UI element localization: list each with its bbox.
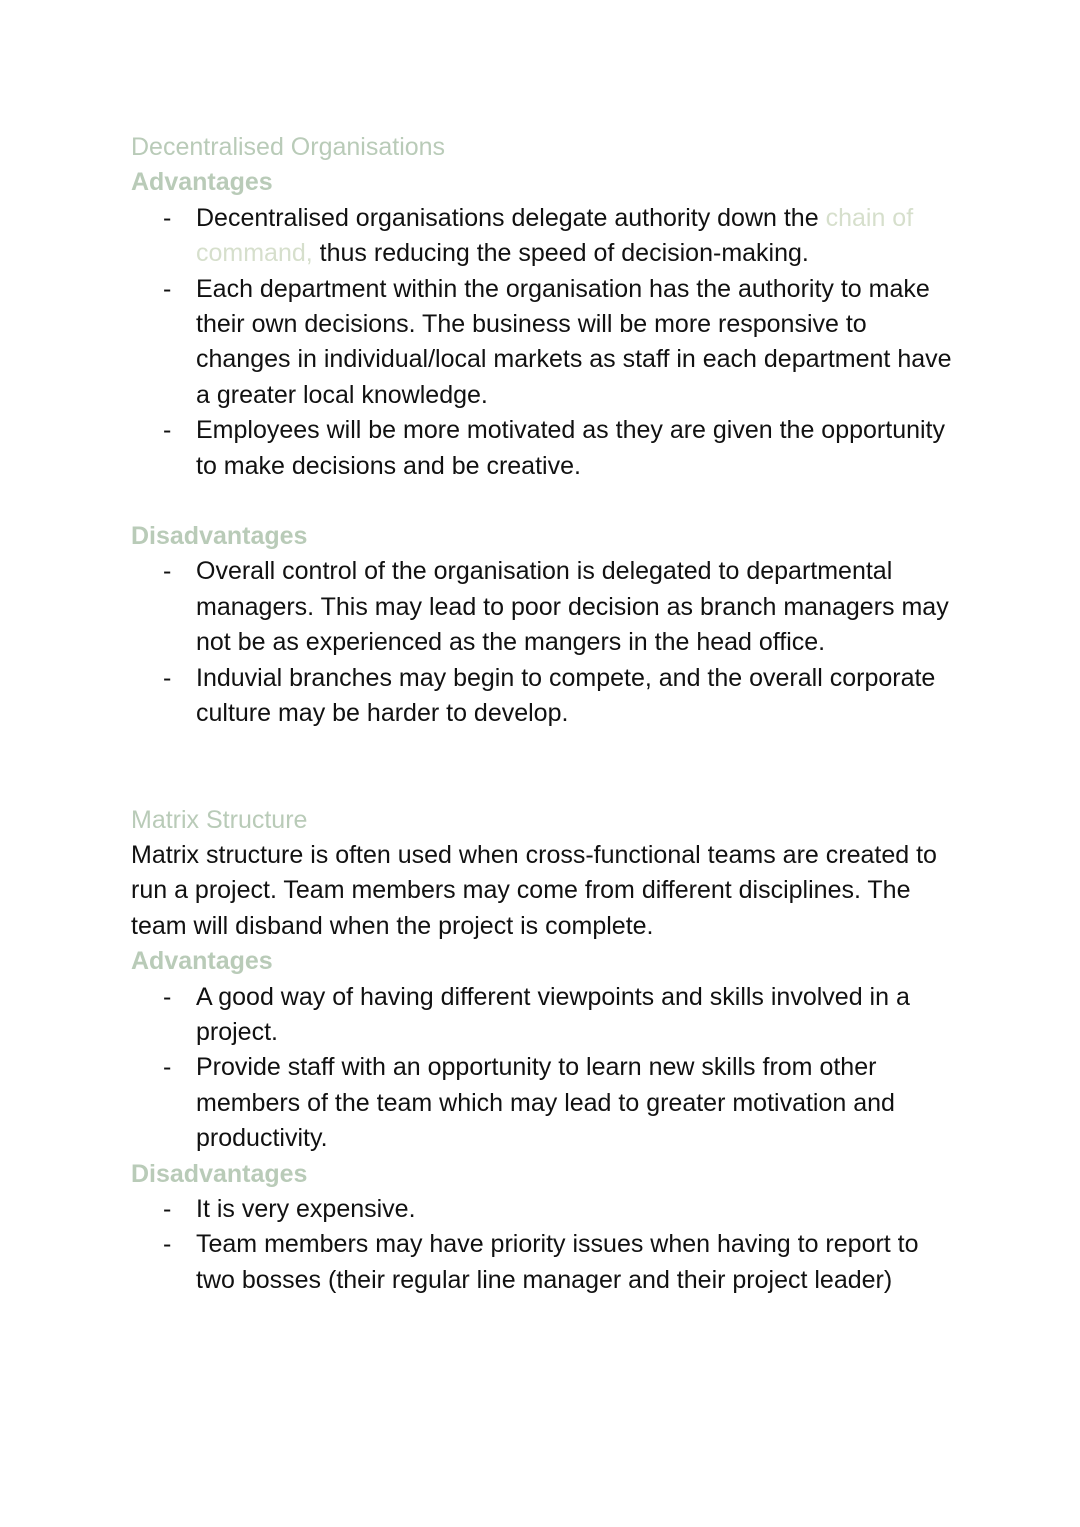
bullet-dash: -	[163, 203, 172, 232]
list-item-text: Each department within the organisation has the authority to make their own decisions. The business will be more responsive to changes in individual/local markets as staff in each department have a greater local knowledge.	[196, 274, 952, 409]
list-item	[131, 201, 961, 272]
list-item	[131, 980, 961, 1051]
list-item-text: Employees will be more motivated as they are given the opportunity to make decisions and be creative.	[196, 416, 945, 480]
list-item-text: Induvial branches may begin to compete, and the overall corporate culture may be harder to develop.	[196, 663, 936, 728]
matrix-advantages-list	[131, 980, 961, 1157]
advantages-heading: Advantages	[131, 947, 273, 976]
bullet-dash: -	[163, 1053, 172, 1082]
bullet-dash: -	[163, 982, 172, 1011]
list-item	[131, 413, 961, 484]
bullet-dash: -	[163, 274, 172, 303]
list-item	[131, 554, 961, 660]
bullet-dash: -	[163, 1230, 172, 1259]
decentralised-advantages-list	[131, 201, 961, 484]
bullet-dash: -	[163, 663, 172, 692]
list-item	[131, 272, 961, 414]
spacer	[131, 732, 961, 803]
section-title-decentralised: Decentralised Organisations	[131, 133, 446, 161]
bullet-dash: -	[163, 416, 172, 445]
list-item-text: Overall control of the organisation is delegated to departmental managers. This may lead to poor decision as branch managers may not be as experienced as the mangers in the head office.	[196, 557, 949, 657]
decentralised-disadvantages-list	[131, 554, 961, 731]
list-item	[131, 1192, 961, 1227]
list-item-text: thus reducing the speed of decision-making.	[312, 239, 809, 268]
matrix-disadvantages-list	[131, 1192, 961, 1298]
list-item	[131, 661, 961, 732]
disadvantages-heading: Disadvantages	[131, 522, 308, 551]
matrix-intro-paragraph: Matrix structure is often used when cross-functional teams are created to run a project. Team members may come from different disciplines. The team will disband when the project is complete.	[131, 840, 937, 940]
list-item-text: It is very expensive.	[196, 1194, 416, 1223]
bullet-dash: -	[163, 1194, 172, 1223]
spacer	[131, 484, 961, 519]
disadvantages-heading: Disadvantages	[131, 1159, 308, 1188]
advantages-heading: Advantages	[131, 168, 273, 197]
bullet-dash: -	[163, 557, 172, 586]
list-item-text: Team members may have priority issues when having to report to two bosses (their regular line manager and their project leader)	[196, 1230, 919, 1294]
list-item-text: Decentralised organisations delegate authority down the	[196, 203, 826, 232]
section-title-matrix: Matrix Structure	[131, 805, 308, 834]
list-item-text: A good way of having different viewpoints and skills involved in a project.	[196, 982, 910, 1046]
highlighted-term: chain of command,	[196, 203, 914, 268]
document-page	[131, 130, 961, 1298]
list-item	[131, 1050, 961, 1156]
list-item	[131, 1227, 961, 1298]
list-item-text: Provide staff with an opportunity to learn new skills from other members of the team which may lead to greater motivation and productivity.	[196, 1053, 895, 1153]
